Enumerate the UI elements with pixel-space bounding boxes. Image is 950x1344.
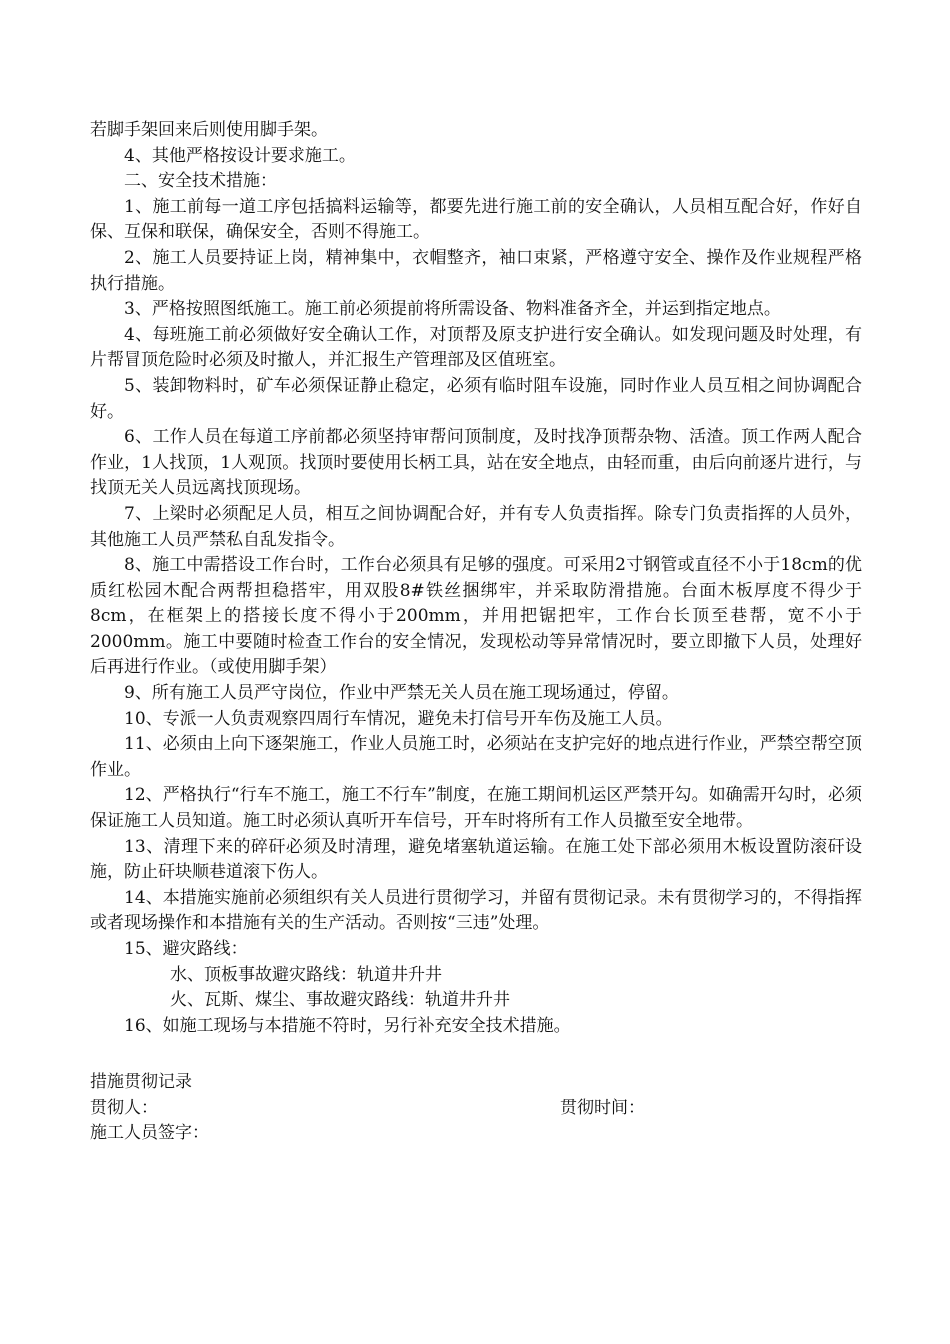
paragraph: 4、每班施工前必须做好安全确认工作，对顶帮及原支护进行安全确认。如发现问题及时处理，有片帮冒顶危险时必须及时撤人，并汇报生产管理部及区值班室。 (90, 324, 862, 371)
paragraph: 8、施工中需搭设工作台时，工作台必须具有足够的强度。可采用2寸钢管或直径不小于18cm的优质红松园木配合两帮担稳搭牢，用双股8#铁丝捆绑牢，并采取防滑措施。台面木板厚度不得少于8cm，在框架上的搭接长度不得小于200mm，并用把锯把牢，工作台长顶至巷帮，宽不小于2000mm。施工中要随时检查工作台的安全情况，发现松动等异常情况时，要立即撤下人员，处理好后再进行作业。（或使用脚手架） (90, 555, 862, 678)
implementer-label: 贯彻人： (90, 1097, 158, 1118)
paragraph: 13、清理下来的碎矸必须及时清理，避免堵塞轨道运输。在施工处下部必须用木板设置防滚矸设施，防止矸块顺巷道滚下伤人。 (90, 836, 862, 883)
paragraph: 1、施工前每一道工序包括搞料运输等，都要先进行施工前的安全确认，人员相互配合好，作好自保、互保和联保，确保安全，否则不得施工。 (90, 196, 862, 243)
escape-route: 水、顶板事故避灾路线：轨道井升井 (170, 964, 442, 985)
paragraph: 5、装卸物料时，矿车必须保证静止稳定，必须有临时阻车设施，同时作业人员互相之间协调配合好。 (90, 375, 862, 422)
paragraph: 6、工作人员在每道工序前都必须坚持审帮问顶制度，及时找净顶帮杂物、活渣。顶工作两人配合作业，1人找顶，1人观顶。找顶时要使用长柄工具，站在安全地点，由轻而重，由后向前逐片进行，与找顶无关人员远离找顶现场。 (90, 427, 862, 499)
paragraph: 12、严格执行“行车不施工，施工不行车”制度，在施工期间机运区严禁开勾。如确需开勾时，必须保证施工人员知道。施工时必须认真听开车信号，开车时将所有工作人员撤至安全地带。 (90, 785, 862, 832)
paragraph: 16、如施工现场与本措施不符时，另行补充安全技术措施。 (124, 1015, 571, 1036)
signature-label: 施工人员签字： (90, 1123, 209, 1144)
paragraph: 3、严格按照图纸施工。施工前必须提前将所需设备、物料准备齐全，并运到指定地点。 (124, 299, 781, 320)
paragraph: 15、避灾路线： (124, 939, 248, 959)
implementation-time-label: 贯彻时间： (560, 1097, 645, 1118)
document-body (90, 118, 862, 1039)
paragraph: 2、施工人员要持证上岗，精神集中，衣帽整齐，袖口束紧，严格遵守安全、操作及作业规程严格执行措施。 (90, 247, 862, 294)
section-heading: 二、安全技术措施： (124, 171, 277, 192)
paragraph: 若脚手架回来后则使用脚手架。 (90, 120, 328, 140)
implementation-record (90, 1070, 862, 1147)
record-title: 措施贯彻记录 (90, 1072, 192, 1092)
paragraph: 10、专派一人负责观察四周行车情况，避免未打信号开车伤及施工人员。 (124, 708, 673, 729)
paragraph: 4、其他严格按设计要求施工。 (124, 145, 356, 166)
record-implementer-row (90, 1096, 862, 1122)
escape-route: 火、瓦斯、煤尘、事故避灾路线：轨道井升井 (170, 990, 510, 1011)
paragraph: 14、本措施实施前必须组织有关人员进行贯彻学习，并留有贯彻记录。未有贯彻学习的，不得指挥或者现场操作和本措施有关的生产活动。否则按“三违”处理。 (90, 887, 862, 934)
paragraph: 7、上梁时必须配足人员，相互之间协调配合好，并有专人负责指挥。除专门负责指挥的人员外，其他施工人员严禁私自乱发指令。 (90, 503, 862, 550)
paragraph: 11、必须由上向下逐架施工，作业人员施工时，必须站在支护完好的地点进行作业，严禁空帮空顶作业。 (90, 734, 862, 780)
paragraph: 9、所有施工人员严守岗位，作业中严禁无关人员在施工现场通过，停留。 (124, 683, 679, 704)
